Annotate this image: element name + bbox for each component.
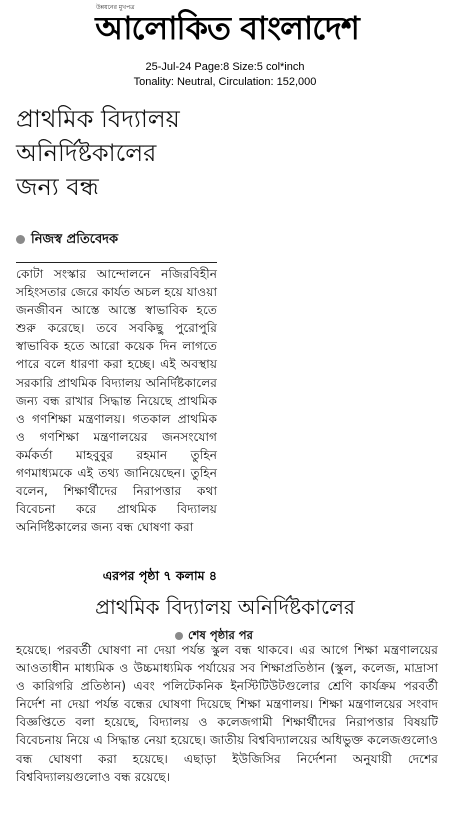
article-body-continued-text: হয়েছে। পরবর্তী ঘোষণা না দেয়া পর্যন্ত স্কুল বন্ধ থাকবে। এর আগে শিক্ষা মন্ত্রণালয়ের আওতাধীন মাধ্যমিক ও উচ্চমাধ্যমিক পর্যায়ের সব শিক্ষাপ্রতিষ্ঠান (স্কুল, কলেজ, মাদ্রাসা ও কারিগরি প্রতিষ্ঠান) এবং পলিটেকনিক ইনস্টিটিউটগুলোর শ্রেণি কার্যক্রম পরবর্তী নির্দেশ না দেয়া পর্যন্ত বন্ধের ঘোষণা দিয়েছে শিক্ষা মন্ত্রণালয়। শিক্ষা মন্ত্রণালয়ের সংবাদ বিজ্ঞপ্তিতে বলা হয়েছে, বিদ্যালয় ও কলেজগামী শিক্ষার্থীদের নিরাপত্তার বিষয়টি বিবেচনায় নিয়ে এ সিদ্ধান্ত নেয়া হয়েছে। জাতীয় বিশ্ববিদ্যালয়ের অধিভুক্ত কলেজগুলোও বন্ধ ঘোষণা করা হয়েছে। এছাড়া ইউজিসির নির্দেশনা অনুযায়ী দেশের বিশ্ববিদ্যালয়গুলোও বন্ধ রয়েছে। xyxy=(16,643,438,784)
headline-line-3: জন্য বন্ধ xyxy=(16,173,99,201)
masthead xyxy=(0,0,450,54)
masthead-tagline: উন্নয়নের মুখপত্র xyxy=(96,4,135,11)
bullet-dot-icon xyxy=(16,235,25,244)
continuation-subhead-text: শেষ পৃষ্ঠার পর xyxy=(188,628,253,642)
newspaper-logo: আলোকিত বাংলাদেশ xyxy=(95,9,359,47)
article-body-first-text: কোটা সংস্কার আন্দোলনে নজিরবিহীন সহিংসতার জেরে কার্যত অচল হয়ে যাওয়া জনজীবন আস্তে আস্তে স্বাভাবিক হতে শুরু করেছে। তবে সবকিছু পুরোপুরি স্বাভাবিক হতে আরো কয়েক দিন লাগতে পারে বলে ধারণা করা হচ্ছে। এই অবস্থায় সরকারি প্রাথমিক বিদ্যালয় অনির্দিষ্টকালের জন্য বন্ধ রাখার সিদ্ধান্ত নিয়েছে প্রাথমিক ও গণশিক্ষা মন্ত্রণালয়। গতকাল প্রাথমিক ও গণশিক্ষা মন্ত্রণালয়ের জনসংযোগ কর্মকর্তা মাহবুবুর রহমান তুহিন গণমাধ্যমকে এই তথ্য জানিয়েছেন। তুহিন বলেন, শিক্ষার্থীদের নিরাপত্তার কথা বিবেচনা করে প্রাথমিক বিদ্যালয় অনির্দিষ্টকালের জন্য বন্ধ ঘোষণা করা xyxy=(16,267,217,535)
byline-text: নিজস্ব প্রতিবেদক xyxy=(31,232,119,247)
article-headline xyxy=(16,102,316,204)
headline-line-2: অনির্দিষ্টকালের xyxy=(16,139,157,167)
bullet-dot-icon xyxy=(175,632,183,640)
continued-note: এরপর পৃষ্ঠা ৭ কলাম ৪ xyxy=(102,568,217,583)
clipping-meta-tonality: Tonality: Neutral, Circulation: 152,000 xyxy=(133,76,317,88)
byline xyxy=(16,230,118,251)
article-body-first xyxy=(16,262,217,536)
article-body-continued xyxy=(16,641,438,786)
clipping-meta-date: 25-Jul-24 Page:8 Size:5 col*inch xyxy=(145,61,305,73)
headline-line-1: প্রাথমিক বিদ্যালয় xyxy=(16,105,180,133)
continuation-headline: প্রাথমিক বিদ্যালয় অনির্দিষ্টকালের xyxy=(95,595,355,619)
